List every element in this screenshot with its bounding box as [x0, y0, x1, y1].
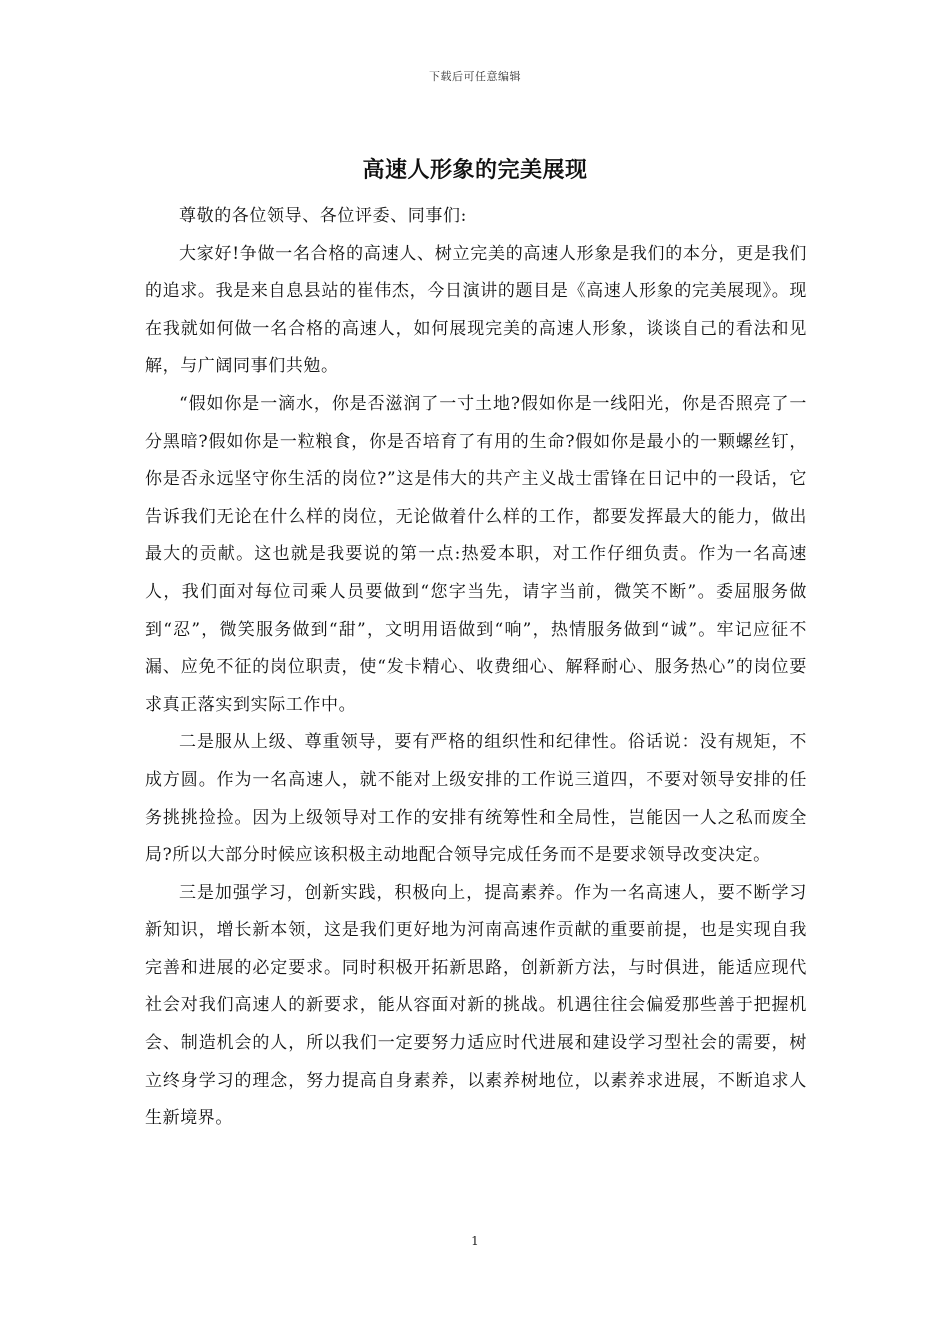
greeting-paragraph: 尊敬的各位领导、各位评委、同事们: — [179, 206, 467, 226]
document-body — [145, 198, 807, 1138]
page-header-note: 下载后可任意编辑 — [429, 70, 521, 83]
document-title: 高速人形象的完美展现 — [362, 157, 588, 183]
body-paragraph-first-point: “假如你是一滴水，你是否滋润了一寸土地?假如你是一线阳光，你是否照亮了一分黑暗?假如你是一粒粮食，你是否培育了有用的生命?假如你是最小的一颗螺丝钉，你是否永远坚守你生活的岗位?”这是伟大的共产主义战士雷锋在日记中的一段话，它告诉我们无论在什么样的岗位，无论做着什么样的工作，都要发挥最大的能力，做出最大的贡献。这也就是我要说的第一点:热爱本职，对工作仔细负责。作为一名高速人，我们面对每位司乘人员要做到“您字当先，请字当前，微笑不断”。委屈服务做到“忍”，微笑服务做到“甜”，文明用语做到“响”，热情服务做到“诚”。牢记应征不漏、应免不征的岗位职责，使“发卡精心、收费细心、解释耐心、服务热心”的岗位要求真正落实到实际工作中。 — [145, 393, 807, 715]
page-number: 1 — [471, 1234, 479, 1248]
body-paragraph-intro: 大家好!争做一名合格的高速人、树立完美的高速人形象是我们的本分，更是我们的追求。我是来自息县站的崔伟杰，今日演讲的题目是《高速人形象的完美展现》。现在我就如何做一名合格的高速人，如何展现完美的高速人形象，谈谈自己的看法和见解，与广阔同事们共勉。 — [145, 243, 807, 377]
body-paragraph-third-point: 三是加强学习，创新实践，积极向上，提高素养。作为一名高速人，要不断学习新知识，增长新本领，这是我们更好地为河南高速作贡献的重要前提，也是实现自我完善和进展的必定要求。同时积极开拓新思路，创新新方法，与时俱进，能适应现代社会对我们高速人的新要求，能从容面对新的挑战。机遇往往会偏爱那些善于把握机会、制造机会的人，所以我们一定要努力适应时代进展和建设学习型社会的需要，树立终身学习的理念，努力提高自身素养，以素养树地位，以素养求进展，不断追求人生新境界。 — [145, 882, 807, 1129]
body-paragraph-second-point: 二是服从上级、尊重领导，要有严格的组织性和纪律性。俗话说：没有规矩，不成方圆。作为一名高速人，就不能对上级安排的工作说三道四，不要对领导安排的任务挑挑捡捡。因为上级领导对工作的安排有统筹性和全局性，岂能因一人之私而废全局?所以大部分时候应该积极主动地配合领导完成任务而不是要求领导改变决定。 — [145, 732, 807, 866]
